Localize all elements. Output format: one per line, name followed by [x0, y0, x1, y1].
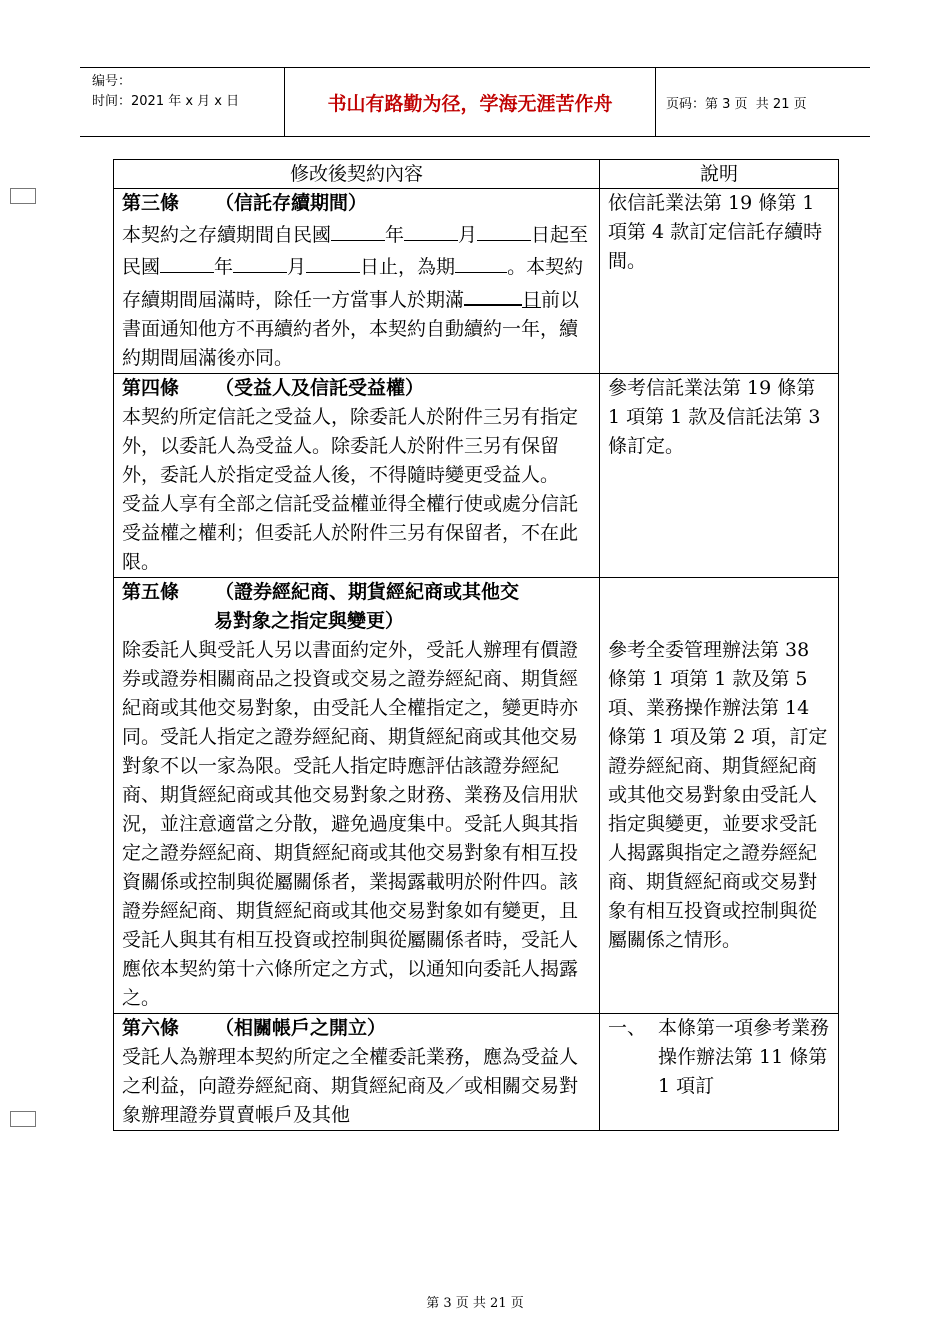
table-row [114, 374, 839, 578]
table-row [114, 578, 839, 1014]
table-row [114, 1014, 839, 1131]
article-paragraph: 除委託人與受託人另以書面約定外，受託人辦理有價證券或證券相關商品之投資或交易之證券經紀商、期貨經紀商或其他交易對象，由受託人全權指定之，變更時亦同。受託人指定之證券經紀商、期貨經紀商或其他交易對象不以一家為限。受託人指定時應評估該證券經紀商、期貨經紀商或其他交易對象之財務、業務及信用狀況，並注意適當之分散，避免過度集中。受託人與其指定之證券經紀商、期貨經紀商或其他交易對象有相互投資關係或控制與從屬關係者，業揭露載明於附件四。該證券經紀商、期貨經紀商或其他交易對象如有變更，且受託人與其有相互投資或控制與從屬關係者時，受託人應依本契約第十六條所定之方式，以通知向委託人揭露之。 [122, 639, 579, 1009]
article-subtitle-cont: 易對象之指定與變更） [214, 610, 405, 632]
article-title: 第六條 （相關帳戶之開立） [122, 1017, 387, 1039]
article-title: 第五條 （證券經紀商、期貨經紀商或其他交 [122, 581, 520, 603]
header-page-info [656, 68, 870, 136]
article-5-content [114, 578, 600, 1014]
table-row [114, 189, 839, 374]
blank-field [233, 250, 287, 273]
blank-field [464, 282, 522, 306]
article-3-content [114, 189, 600, 374]
blank-field [306, 250, 360, 273]
blank-field [477, 218, 531, 241]
blank-field [455, 250, 479, 273]
article-4-content [114, 374, 600, 578]
page-label: 页码：第 3 页 共 21 页 [666, 96, 807, 112]
blank-field [160, 250, 214, 273]
header-meta [80, 68, 284, 136]
article-4-note: 參考信託業法第 19 條第 1 項第 1 款及信託法第 3 條訂定。 [600, 374, 839, 578]
article-paragraph: 本契約所定信託之受益人，除委託人於附件三另有指定外，以委託人為受益人。除委託人於附件三另有保留外，委託人於指定受益人後，不得隨時變更受益人。 [122, 406, 579, 486]
blank-field [331, 218, 385, 241]
number-label: 编号： [92, 74, 132, 89]
article-5-note: 參考全委管理辦法第 38 條第 1 項第 1 款及第 5 項、業務操作辦法第 14 條第 1 項及第 2 項，訂定證券經紀商、期貨經紀商或其他交易對象由受託人指定與變更，並要求受託人揭露與指定之證券經紀商、期貨經紀商或交易對象有相互投資或控制與從屬關係之情形。 [600, 578, 839, 1014]
contract-comparison-table [113, 159, 839, 1131]
article-6-content [114, 1014, 600, 1131]
article-body: 本契約之存續期間自民國 年 月 日起至民國 年 月 日止，為期 。本契約存續期間屆滿時，除任一方當事人於期滿 日前以書面通知他方不再續約者外，本契約自動續約一年，續約期間屆滿後亦同。 [122, 218, 591, 373]
table-header-row [114, 160, 839, 189]
col-header-explanation: 說明 [600, 160, 839, 189]
article-title: 第四條 （受益人及信託受益權） [122, 377, 425, 399]
date-label: 时间：2021 年 x 月 x 日 [92, 94, 240, 109]
col-header-content: 修改後契約內容 [114, 160, 600, 189]
blank-field [479, 250, 507, 273]
article-paragraph: 受益人享有全部之信託受益權並得全權行使或處分信託受益權之權利；但委託人於附件三另有保留者，不在此限。 [122, 493, 579, 573]
article-paragraph: 受託人為辦理本契約所定之全權委託業務，應為受益人之利益，向證券經紀商、期貨經紀商及／或相關交易對象辦理證券買賣帳戶及其他 [122, 1046, 579, 1126]
header-motto: 书山有路勤为径，学海无涯苦作舟 [284, 68, 656, 136]
article-title: 第三條 （信託存續期間） [122, 192, 368, 214]
article-6-note [600, 1014, 839, 1131]
article-3-note: 依信託業法第 19 條第 1 項第 4 款訂定信託存續時間。 [600, 189, 839, 374]
margin-marker [10, 188, 36, 204]
page-header [80, 67, 870, 137]
blank-field [404, 218, 458, 241]
page-footer: 第 3 页 共 21 页 [426, 1296, 524, 1311]
note-list-item: 一、 本條第一項參考業務操作辦法第 11 條第 1 項訂 [608, 1017, 830, 1097]
margin-marker [10, 1111, 36, 1127]
